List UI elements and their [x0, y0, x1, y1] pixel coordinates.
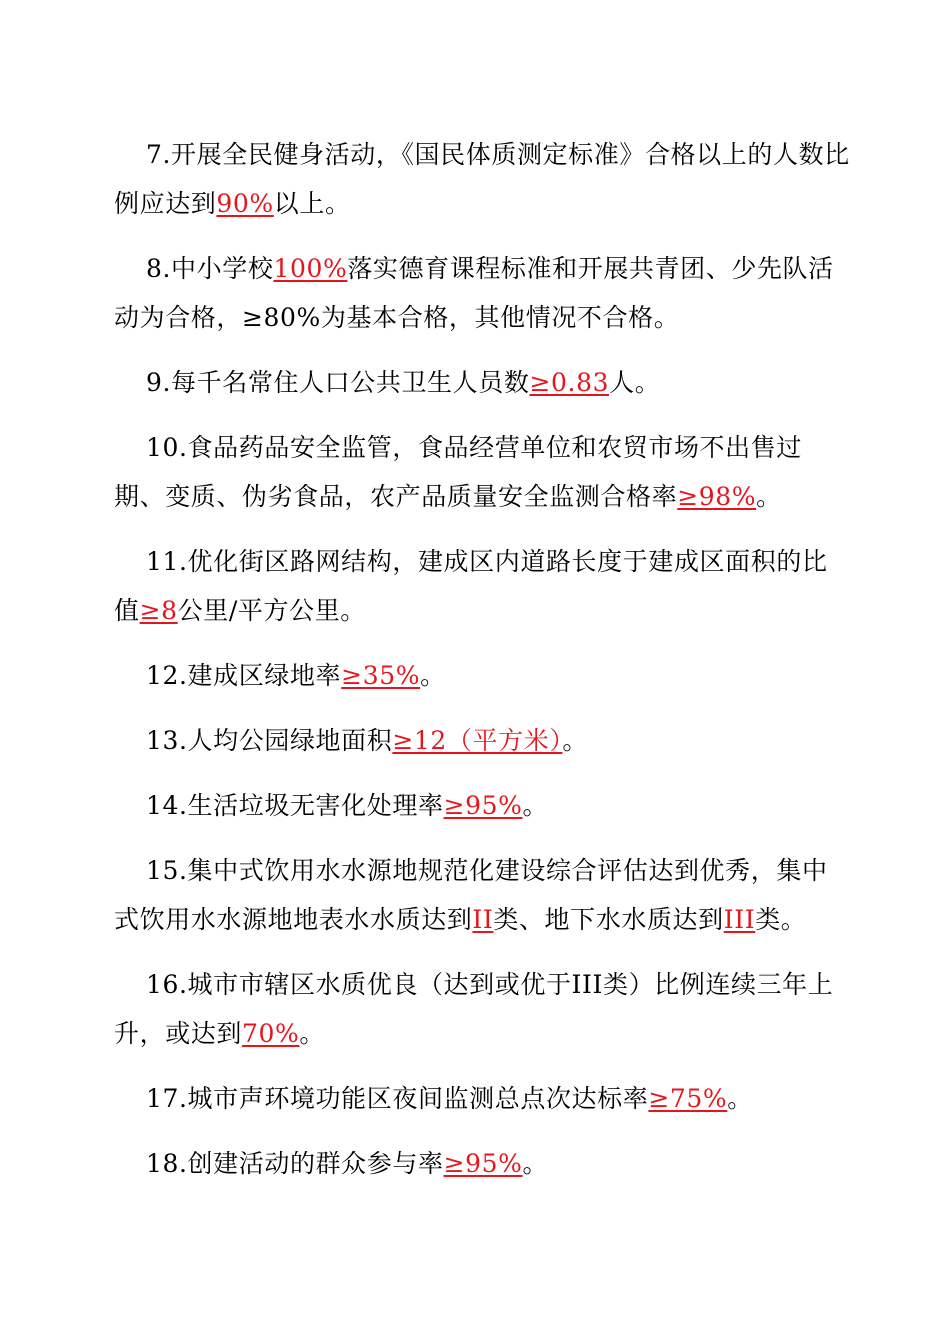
item-7: [114, 130, 850, 228]
highlight-value: ≥12（平方米）: [392, 726, 563, 755]
highlight-value: ≥95%: [443, 791, 523, 820]
highlight-value: 90%: [216, 189, 274, 218]
item-text: 。: [727, 1084, 753, 1113]
item-text: 15.集中式饮用水水源地规范化建设综合评估达到优秀，集中式饮用水水源地地表水水质达到: [114, 856, 828, 934]
item-8: [114, 244, 850, 342]
item-16: [114, 960, 850, 1058]
item-13: [114, 716, 850, 765]
item-text: 。: [756, 482, 782, 511]
item-text: 8.中小学校: [146, 254, 274, 283]
item-text: 10.食品药品安全监管，食品经营单位和农贸市场不出售过期、变质、伪劣食品，农产品质量安全监测合格率: [114, 433, 802, 511]
item-15: [114, 846, 850, 944]
highlight-value: ≥98%: [677, 482, 757, 511]
item-text: 类、地下水水质达到: [493, 905, 724, 934]
item-text: 13.人均公园绿地面积: [146, 726, 393, 755]
item-text: 18.创建活动的群众参与率: [146, 1149, 444, 1178]
item-text: 7.开展全民健身活动，《国民体质测定标准》合格以上的人数比例应达到: [114, 140, 850, 218]
highlight-value: III: [723, 905, 756, 934]
item-text: 16.城市市辖区水质优良（达到或优于III类）比例连续三年上升，或达到: [114, 970, 834, 1048]
item-12: [114, 651, 850, 700]
item-text: 。: [299, 1019, 325, 1048]
highlight-value: II: [472, 905, 494, 934]
item-9: [114, 358, 850, 407]
item-text: 类。: [755, 905, 807, 934]
highlight-value: ≥95%: [443, 1149, 523, 1178]
item-text: 落实德育课程标准和开展共青团、少先队活动为合格，≥80%为基本合格，其他情况不合格。: [114, 254, 834, 332]
highlight-value: 100%: [273, 254, 348, 283]
item-text: 公里/平方公里。: [177, 596, 366, 625]
item-text: 11.优化街区路网结构，建成区内道路长度于建成区面积的比值: [114, 547, 828, 625]
item-text: 。: [522, 1149, 549, 1178]
item-11: [114, 537, 850, 635]
item-10: [114, 423, 850, 521]
item-text: 14.生活垃圾无害化处理率: [146, 791, 444, 820]
item-text: 12.建成区绿地率: [146, 661, 342, 690]
highlight-value: ≥0.83: [529, 368, 610, 397]
item-18: [114, 1139, 850, 1188]
item-text: 。: [562, 726, 589, 755]
highlight-value: ≥75%: [648, 1084, 728, 1113]
highlight-value: 70%: [242, 1019, 300, 1048]
item-text: 9.每千名常住人口公共卫生人员数: [146, 368, 530, 397]
item-text: 17.城市声环境功能区夜间监测总点次达标率: [146, 1084, 649, 1113]
highlight-value: ≥8: [139, 596, 178, 625]
item-text: 。: [522, 791, 549, 820]
highlight-value: ≥35%: [341, 661, 421, 690]
item-text: 以上。: [273, 189, 351, 218]
item-text: 。: [420, 661, 446, 690]
item-text: 人。: [609, 368, 661, 397]
item-14: [114, 781, 850, 830]
item-17: [114, 1074, 850, 1123]
